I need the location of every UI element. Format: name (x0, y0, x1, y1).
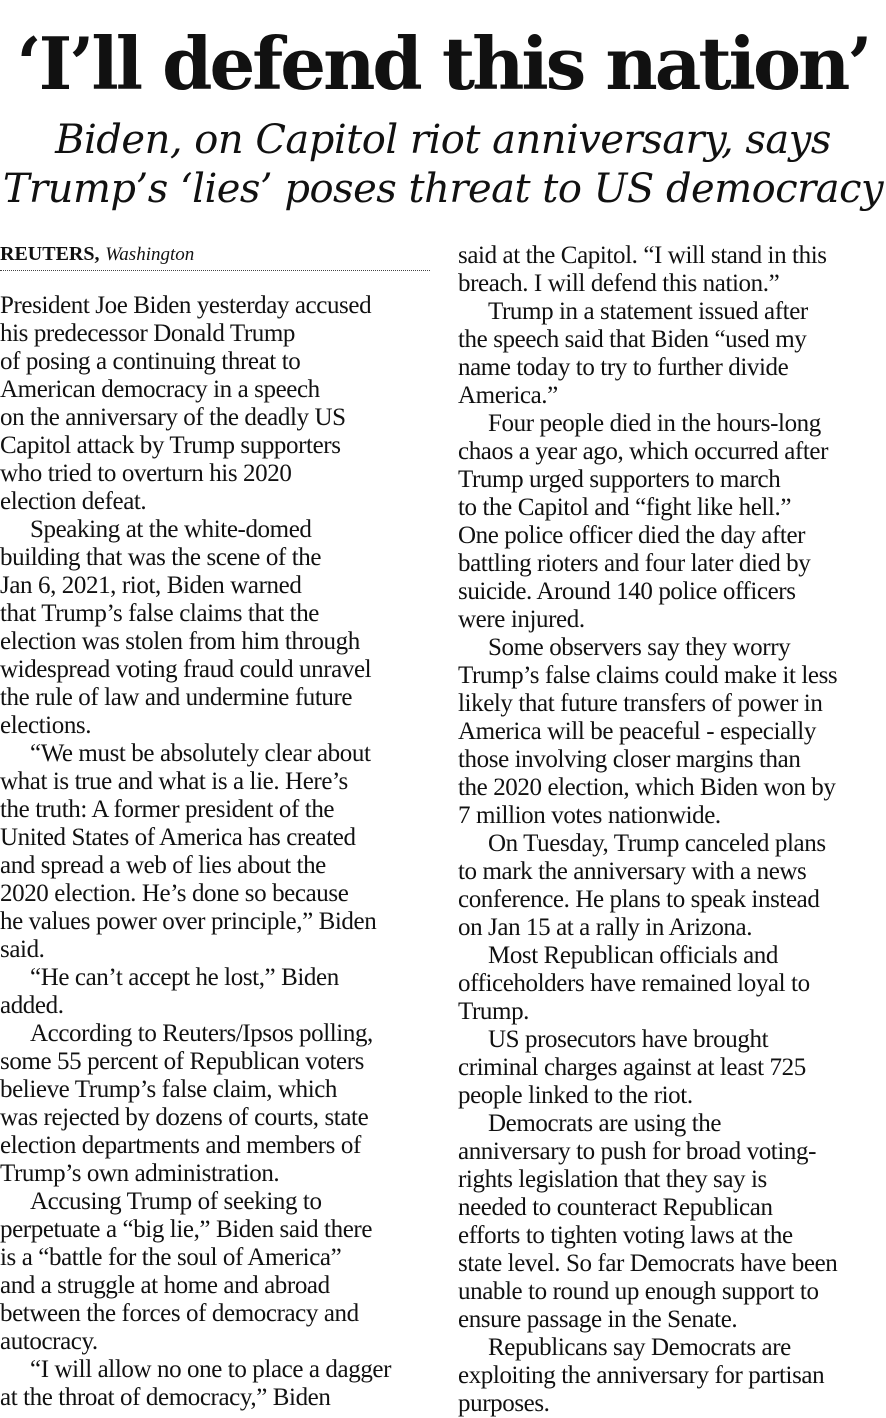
body-text-line: and a struggle at home and abroad (0, 1272, 330, 1299)
body-text-line: people linked to the riot. (458, 1082, 693, 1109)
body-text-line: criminal charges against at least 725 (458, 1054, 806, 1081)
body-text-line: officeholders have remained loyal to (458, 970, 810, 997)
body-text-line: Accusing Trump of seeking to (30, 1188, 322, 1215)
body-text-line: “I will allow no one to place a dagger (30, 1356, 392, 1383)
body-text-line: on Jan 15 at a rally in Arizona. (458, 914, 753, 941)
body-text-line: United States of America has created (0, 824, 356, 851)
body-text-line: the speech said that Biden “used my (458, 326, 807, 353)
body-text-line: the rule of law and undermine future (0, 684, 353, 711)
body-text-line: election departments and members of (0, 1132, 361, 1159)
body-text-line: to mark the anniversary with a news (458, 858, 807, 885)
body-text-line: anniversary to push for broad voting- (458, 1138, 817, 1165)
body-text-line: Democrats are using the (488, 1110, 722, 1137)
body-text-line: said at the Capitol. “I will stand in this (458, 242, 827, 269)
body-text-line: Trump’s own administration. (0, 1160, 280, 1187)
body-text-line: Trump’s false claims could make it less (458, 662, 838, 689)
body-text-line: 7 million votes nationwide. (458, 802, 721, 829)
body-text-line: purposes. (458, 1390, 550, 1417)
body-text-line: between the forces of democracy and (0, 1300, 359, 1327)
body-text-line: those involving closer margins than (458, 746, 801, 773)
body-text-line: that Trump’s false claims that the (0, 600, 320, 627)
body-text-line: Capitol attack by Trump supporters (0, 432, 341, 459)
body-text-line: “We must be absolutely clear about (30, 740, 371, 767)
body-text-line: and spread a web of lies about the (0, 852, 326, 879)
body-text-line: chaos a year ago, which occurred after (458, 438, 829, 465)
body-text-line: to the Capitol and “fight like hell.” (458, 494, 792, 521)
body-text-line: President Joe Biden yesterday accused (0, 292, 372, 319)
body-text-line: were injured. (458, 606, 585, 633)
body-text-line: the 2020 election, which Biden won by (458, 774, 836, 801)
subheadline-line: Biden, on Capitol riot anniversary, says (55, 117, 831, 163)
body-text-line: Most Republican officials and (488, 942, 778, 969)
body-text-line: “He can’t accept he lost,” Biden (30, 964, 339, 991)
body-text-line: Trump in a statement issued after (488, 298, 808, 325)
body-text-line: election defeat. (0, 488, 147, 515)
body-text-line: battling rioters and four later died by (458, 550, 811, 577)
body-text-line: Four people died in the hours-long (488, 410, 821, 437)
body-text-line: efforts to tighten voting laws at the (458, 1222, 793, 1249)
body-text-line: widespread voting fraud could unravel (0, 656, 372, 683)
byline (0, 240, 430, 271)
byline-dateline: Washington (105, 244, 195, 265)
body-text-line: According to Reuters/Ipsos polling, (30, 1020, 373, 1047)
body-text-line: ensure passage in the Senate. (458, 1306, 738, 1333)
body-text-line: conference. He plans to speak instead (458, 886, 820, 913)
body-text-line: is a “battle for the soul of America” (0, 1244, 342, 1271)
body-text-line: name today to try to further divide (458, 354, 789, 381)
body-text-line: the truth: A former president of the (0, 796, 335, 823)
body-text-line: of posing a continuing threat to (0, 348, 301, 375)
body-text-line: perpetuate a “big lie,” Biden said there (0, 1216, 373, 1243)
body-text-line: On Tuesday, Trump canceled plans (488, 830, 826, 857)
body-text-line: Republicans say Democrats are (488, 1334, 791, 1361)
body-text-line: rights legislation that they say is (458, 1166, 767, 1193)
byline-agency: REUTERS, (0, 243, 100, 265)
subheadline-line: Trump’s ‘lies’ poses threat to US democracy (2, 166, 884, 212)
body-text-line: exploiting the anniversary for partisan (458, 1362, 825, 1389)
body-text-line: unable to round up enough support to (458, 1278, 819, 1305)
body-text-line: Trump. (458, 998, 530, 1025)
body-text-line: state level. So far Democrats have been (458, 1250, 838, 1277)
body-text-line: elections. (0, 712, 92, 739)
body-text-line: believe Trump’s false claim, which (0, 1076, 338, 1103)
body-text-line: One police officer died the day after (458, 522, 806, 549)
body-text-line: who tried to overturn his 2020 (0, 460, 292, 487)
body-text-line: he values power over principle,” Biden (0, 908, 377, 935)
body-text-line: 2020 election. He’s done so because (0, 880, 349, 907)
article-body-left-column (0, 292, 432, 1412)
headline: ‘I’ll defend this nation’ (16, 21, 870, 106)
body-text-line: Jan 6, 2021, riot, Biden warned (0, 572, 302, 599)
body-text-line: Some observers say they worry (488, 634, 791, 661)
body-text-line: America.” (458, 382, 558, 409)
body-text-line: breach. I will defend this nation.” (458, 270, 780, 297)
body-text-line: said. (0, 936, 45, 963)
body-text-line: his predecessor Donald Trump (0, 320, 296, 347)
body-text-line: needed to counteract Republican (458, 1194, 773, 1221)
body-text-line: at the throat of democracy,” Biden (0, 1384, 331, 1411)
article-body-right-column (458, 242, 886, 1418)
subheadline (0, 116, 886, 214)
body-text-line: some 55 percent of Republican voters (0, 1048, 364, 1075)
body-text-line: Speaking at the white-domed (30, 516, 312, 543)
body-text-line: building that was the scene of the (0, 544, 322, 571)
body-text-line: likely that future transfers of power in (458, 690, 823, 717)
body-text-line: Trump urged supporters to march (458, 466, 781, 493)
body-text-line: election was stolen from him through (0, 628, 360, 655)
body-text-line: suicide. Around 140 police officers (458, 578, 796, 605)
body-text-line: on the anniversary of the deadly US (0, 404, 346, 431)
body-text-line: America will be peaceful - especially (458, 718, 816, 745)
body-text-line: what is true and what is a lie. Here’s (0, 768, 348, 795)
body-text-line: US prosecutors have brought (488, 1026, 769, 1053)
body-text-line: was rejected by dozens of courts, state (0, 1104, 369, 1131)
body-text-line: autocracy. (0, 1328, 98, 1355)
body-text-line: added. (0, 992, 64, 1019)
body-text-line: American democracy in a speech (0, 376, 320, 403)
